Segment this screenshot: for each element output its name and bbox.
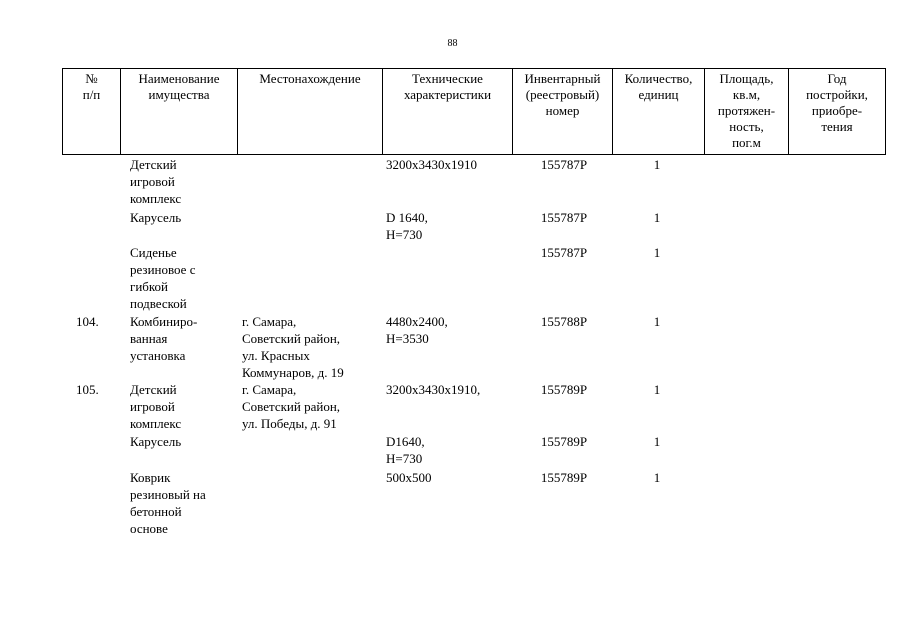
- cell-tech: D1640, H=730: [386, 434, 425, 466]
- cell-tech: 4480х2400, H=3530: [386, 314, 448, 346]
- cell-inventory: 155788Р: [540, 314, 588, 329]
- header-inventory: Инвентарный (реестровый) номер: [513, 69, 613, 155]
- cell-tech: 3200х3430х1910: [386, 157, 477, 172]
- cell-location: г. Самара, Советский район, ул. Красных Коммунаров, д. 19: [242, 314, 344, 380]
- cell-num: 105.: [76, 382, 99, 397]
- cell-inventory: 155787Р: [540, 157, 588, 172]
- cell-tech: 3200х3430х1910,: [386, 382, 481, 397]
- page-number: 88: [447, 38, 458, 49]
- cell-inventory: 155789Р: [540, 382, 588, 397]
- cell-name: Детский игровой комплекс: [130, 382, 182, 431]
- header-location: Местонахождение: [238, 69, 383, 155]
- cell-name: Сиденье резиновое с гибкой подвеской: [130, 245, 196, 311]
- cell-quantity: 1: [653, 210, 661, 225]
- cell-quantity: 1: [653, 382, 661, 397]
- cell-tech: D 1640, H=730: [386, 210, 428, 242]
- cell-num: 104.: [76, 314, 99, 329]
- cell-quantity: 1: [653, 245, 661, 260]
- header-year: Год постройки, приобре- тения: [806, 71, 868, 134]
- cell-quantity: 1: [653, 157, 661, 172]
- cell-name: Карусель: [130, 210, 182, 225]
- cell-inventory: 155787Р: [540, 210, 588, 225]
- cell-inventory: 155787Р: [540, 245, 588, 260]
- cell-name: Комбиниро- ванная установка: [130, 314, 198, 363]
- header-quantity: Количество, единиц: [613, 69, 705, 155]
- header-area: Площадь, кв.м, протяжен- ность, пог.м: [705, 69, 789, 155]
- cell-location: г. Самара, Советский район, ул. Победы, д. 91: [242, 382, 341, 431]
- header-name: Наименование имущества: [121, 69, 238, 155]
- header-tech: Технические характеристики: [383, 69, 513, 155]
- cell-quantity: 1: [653, 470, 661, 485]
- header-num: № п/п: [63, 69, 121, 155]
- cell-inventory: 155789Р: [540, 434, 588, 449]
- property-table: [62, 68, 886, 536]
- cell-name: Карусель: [130, 434, 182, 449]
- cell-quantity: 1: [653, 434, 661, 449]
- cell-name: Детский игровой комплекс: [130, 157, 182, 206]
- cell-name: Коврик резиновый на бетонной основе: [130, 470, 206, 536]
- cell-tech: 500х500: [386, 470, 432, 485]
- cell-quantity: 1: [653, 314, 661, 329]
- table-header: [62, 68, 886, 155]
- cell-inventory: 155789Р: [540, 470, 588, 485]
